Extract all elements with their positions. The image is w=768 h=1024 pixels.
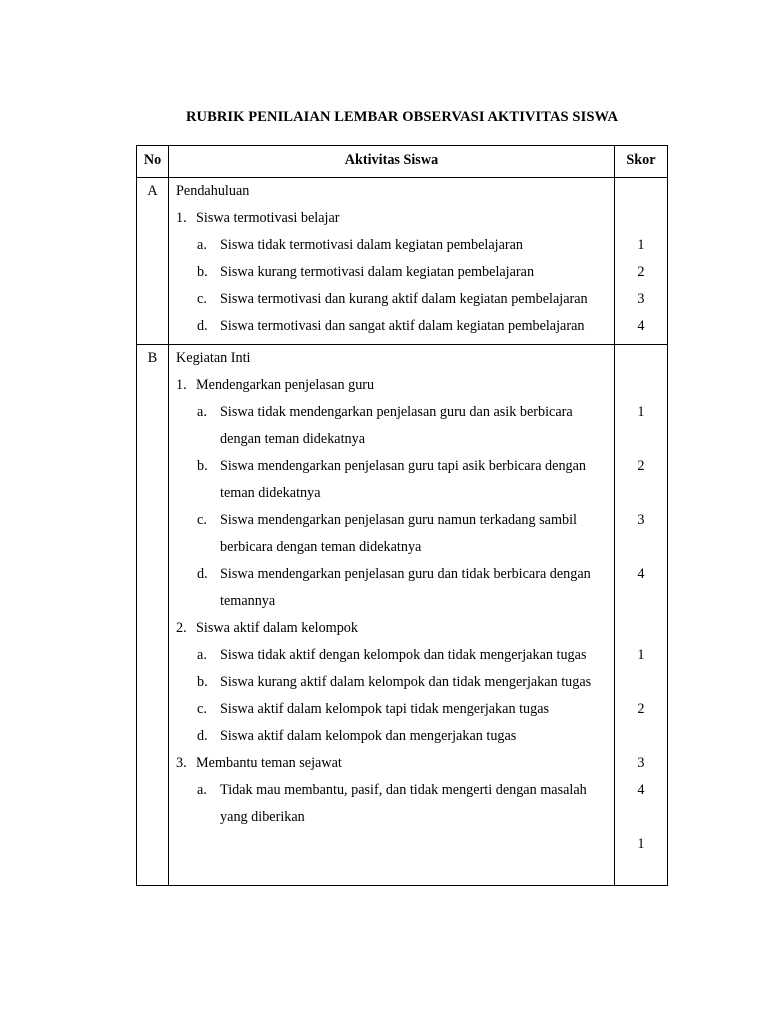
option-text: Siswa termotivasi dan sangat aktif dalam kegiatan pembelajaran	[220, 318, 585, 334]
option-text: Siswa kurang termotivasi dalam kegiatan pembelajaran	[220, 264, 535, 280]
option	[197, 723, 614, 750]
option-label: b.	[197, 264, 208, 280]
item-text: Siswa aktif dalam kelompok	[196, 620, 358, 636]
section-activity	[169, 178, 615, 345]
score-value: 2	[637, 264, 645, 280]
page-title: RUBRIK PENILAIAN LEMBAR OBSERVASI AKTIVITAS SISWA	[185, 109, 619, 125]
option-label: d.	[197, 318, 208, 334]
option	[197, 696, 614, 723]
option	[197, 453, 614, 507]
option	[197, 777, 614, 831]
option-label: c.	[197, 512, 207, 528]
header-score: Skor	[614, 146, 667, 178]
section-scores	[614, 178, 667, 345]
option	[197, 561, 614, 615]
item-number: 1.	[176, 210, 187, 226]
option	[197, 259, 614, 286]
header-no: No	[137, 146, 169, 178]
section-row-b	[137, 345, 668, 886]
option	[197, 399, 614, 453]
option	[197, 669, 614, 696]
item-heading	[176, 205, 614, 232]
option	[197, 642, 614, 669]
item-text: Mendengarkan penjelasan guru	[196, 377, 375, 393]
option-label: d.	[197, 566, 208, 582]
score-value: 3	[637, 291, 645, 307]
item-number: 2.	[176, 620, 187, 636]
option-text: Siswa tidak termotivasi dalam kegiatan pembelajaran	[220, 237, 524, 253]
rubric-table	[136, 145, 668, 886]
score-value: 1	[637, 237, 645, 253]
item-text: Siswa termotivasi belajar	[196, 210, 340, 226]
item-heading	[176, 372, 614, 399]
section-no: A	[137, 178, 169, 345]
score-value: 3	[637, 512, 645, 528]
option	[197, 507, 614, 561]
section-activity	[169, 345, 615, 886]
section-heading: Kegiatan Inti	[176, 350, 251, 366]
option-label: a.	[197, 404, 207, 420]
score-value: 1	[637, 647, 645, 663]
score-value: 4	[637, 782, 645, 798]
option-text: Siswa mendengarkan penjelasan guru dan tidak berbicara dengan temannya	[220, 566, 591, 609]
option-label: d.	[197, 728, 208, 744]
score-value: 2	[637, 458, 645, 474]
option	[197, 232, 614, 259]
section-row-a	[137, 178, 668, 345]
score-value: 3	[637, 755, 645, 771]
header-activity: Aktivitas Siswa	[169, 146, 615, 178]
option-text: Siswa termotivasi dan kurang aktif dalam kegiatan pembelajaran	[220, 291, 588, 307]
section-heading: Pendahuluan	[176, 183, 250, 199]
item-number: 1.	[176, 377, 187, 393]
item-heading	[176, 615, 614, 642]
option-text: Siswa tidak mendengarkan penjelasan guru dan asik berbicara dengan teman didekatnya	[220, 404, 573, 447]
option-label: a.	[197, 647, 207, 663]
option-text: Siswa mendengarkan penjelasan guru namun terkadang sambil berbicara dengan teman didekatnya	[220, 512, 577, 555]
option-label: c.	[197, 291, 207, 307]
item-text: Membantu teman sejawat	[196, 755, 342, 771]
section-no: B	[137, 345, 169, 886]
option-label: b.	[197, 674, 208, 690]
option-text: Siswa aktif dalam kelompok tapi tidak mengerjakan tugas	[220, 701, 550, 717]
option	[197, 286, 614, 313]
item-heading	[176, 750, 614, 777]
header-row	[137, 146, 668, 178]
option-label: a.	[197, 782, 207, 798]
score-value: 4	[637, 318, 645, 334]
option-label: b.	[197, 458, 208, 474]
section-scores	[614, 345, 667, 886]
option-text: Siswa tidak aktif dengan kelompok dan tidak mengerjakan tugas	[220, 647, 587, 663]
option-label: a.	[197, 237, 207, 253]
score-value: 1	[637, 836, 645, 852]
option-text: Siswa mendengarkan penjelasan guru tapi asik berbicara dengan teman didekatnya	[220, 458, 587, 501]
score-value: 4	[637, 566, 645, 582]
score-value: 2	[637, 701, 645, 717]
option-text: Siswa aktif dalam kelompok dan mengerjakan tugas	[220, 728, 517, 744]
item-number: 3.	[176, 755, 187, 771]
option-text: Siswa kurang aktif dalam kelompok dan tidak mengerjakan tugas	[220, 674, 592, 690]
option-text: Tidak mau membantu, pasif, dan tidak mengerti dengan masalah yang diberikan	[220, 782, 587, 825]
option	[197, 313, 614, 340]
score-value: 1	[637, 404, 645, 420]
option-label: c.	[197, 701, 207, 717]
